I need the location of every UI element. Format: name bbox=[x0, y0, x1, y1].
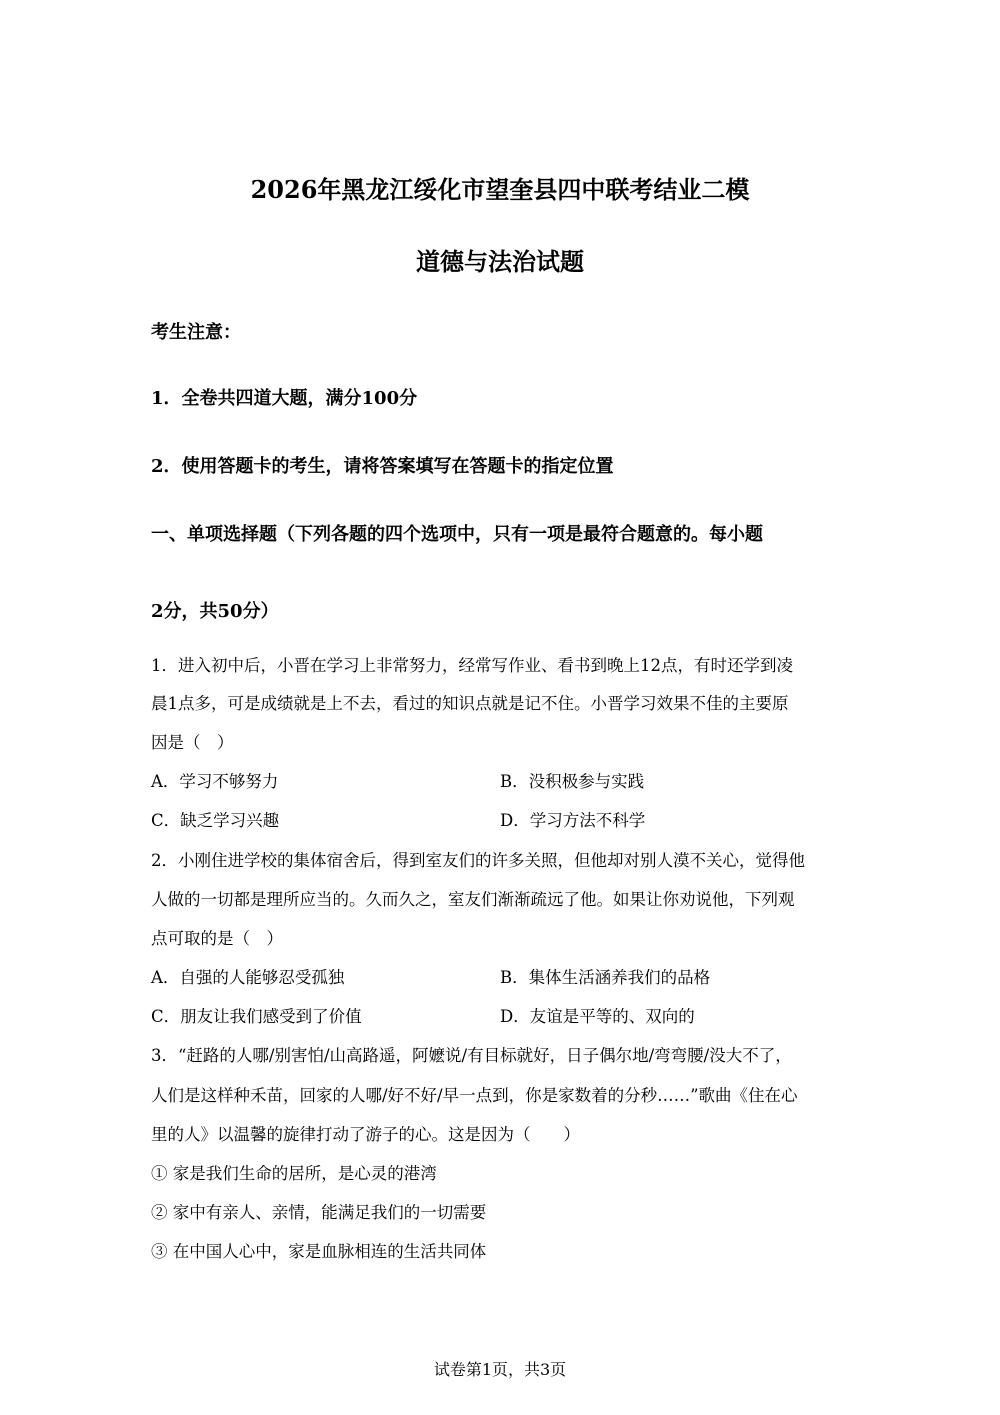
question-2-line-2: 人做的一切都是理所应当的。久而久之，室友们渐渐疏远了他。如果让你劝说他，下列观 bbox=[151, 890, 795, 909]
notice-item-1: 1．全卷共四道大题，满分100分 bbox=[151, 388, 418, 409]
question-1-line-1: 1．进入初中后，小晋在学习上非常努力，经常写作业、看书到晚上12点，有时还学到凌 bbox=[151, 656, 793, 675]
question-3-line-2: 人们是这样种禾苗，回家的人哪/好不好/早一点到，你是家数着的分秒……”歌曲《住在心 bbox=[151, 1086, 798, 1105]
question-2-option-d: D．友谊是平等的、双向的 bbox=[500, 1007, 695, 1026]
question-1-option-b: B．没积极参与实践 bbox=[500, 772, 645, 791]
exam-title: 2026年黑龙江绥化市望奎县四中联考结业二模 bbox=[250, 175, 750, 204]
question-3-statement-2: ② 家中有亲人、亲情，能满足我们的一切需要 bbox=[151, 1203, 487, 1222]
question-3-line-3: 里的人》以温馨的旋律打动了游子的心。这是因为（ ） bbox=[151, 1125, 580, 1144]
page-number-footer: 试卷第1页，共3页 bbox=[433, 1360, 567, 1379]
question-2-line-3: 点可取的是（ ） bbox=[151, 929, 283, 948]
question-1-option-d: D．学习方法不科学 bbox=[500, 811, 646, 830]
question-1-line-3: 因是（ ） bbox=[151, 733, 234, 752]
question-1-line-2: 晨1点多，可是成绩就是上不去，看过的知识点就是记不住。小晋学习效果不佳的主要原 bbox=[151, 694, 789, 713]
question-2-option-c: C．朋友让我们感受到了价值 bbox=[151, 1007, 362, 1026]
question-2-option-a: A．自强的人能够忍受孤独 bbox=[151, 968, 345, 987]
section-heading-line-1: 一、单项选择题（下列各题的四个选项中，只有一项是最符合题意的。每小题 bbox=[151, 524, 763, 545]
question-1-option-a: A．学习不够努力 bbox=[151, 772, 279, 791]
section-heading-line-2: 2分，共50分） bbox=[151, 601, 279, 622]
question-2-line-1: 2．小刚住进学校的集体宿舍后，得到室友们的许多关照，但他却对别人漠不关心，觉得他 bbox=[151, 851, 805, 870]
question-1-option-c: C．缺乏学习兴趣 bbox=[151, 811, 280, 830]
question-3-statement-1: ① 家是我们生命的居所，是心灵的港湾 bbox=[151, 1164, 437, 1183]
question-2-option-b: B．集体生活涵养我们的品格 bbox=[500, 968, 711, 987]
notice-item-2: 2．使用答题卡的考生，请将答案填写在答题卡的指定位置 bbox=[151, 456, 614, 477]
question-3-line-1: 3．“赶路的人哪/别害怕/山高路遥，阿嬷说/有目标就好，日子偶尔地/弯弯腰/没大不了， bbox=[151, 1046, 792, 1065]
question-3-statement-3: ③ 在中国人心中，家是血脉相连的生活共同体 bbox=[151, 1242, 487, 1261]
exam-subtitle: 道德与法治试题 bbox=[416, 247, 584, 276]
notice-heading: 考生注意： bbox=[151, 322, 241, 343]
